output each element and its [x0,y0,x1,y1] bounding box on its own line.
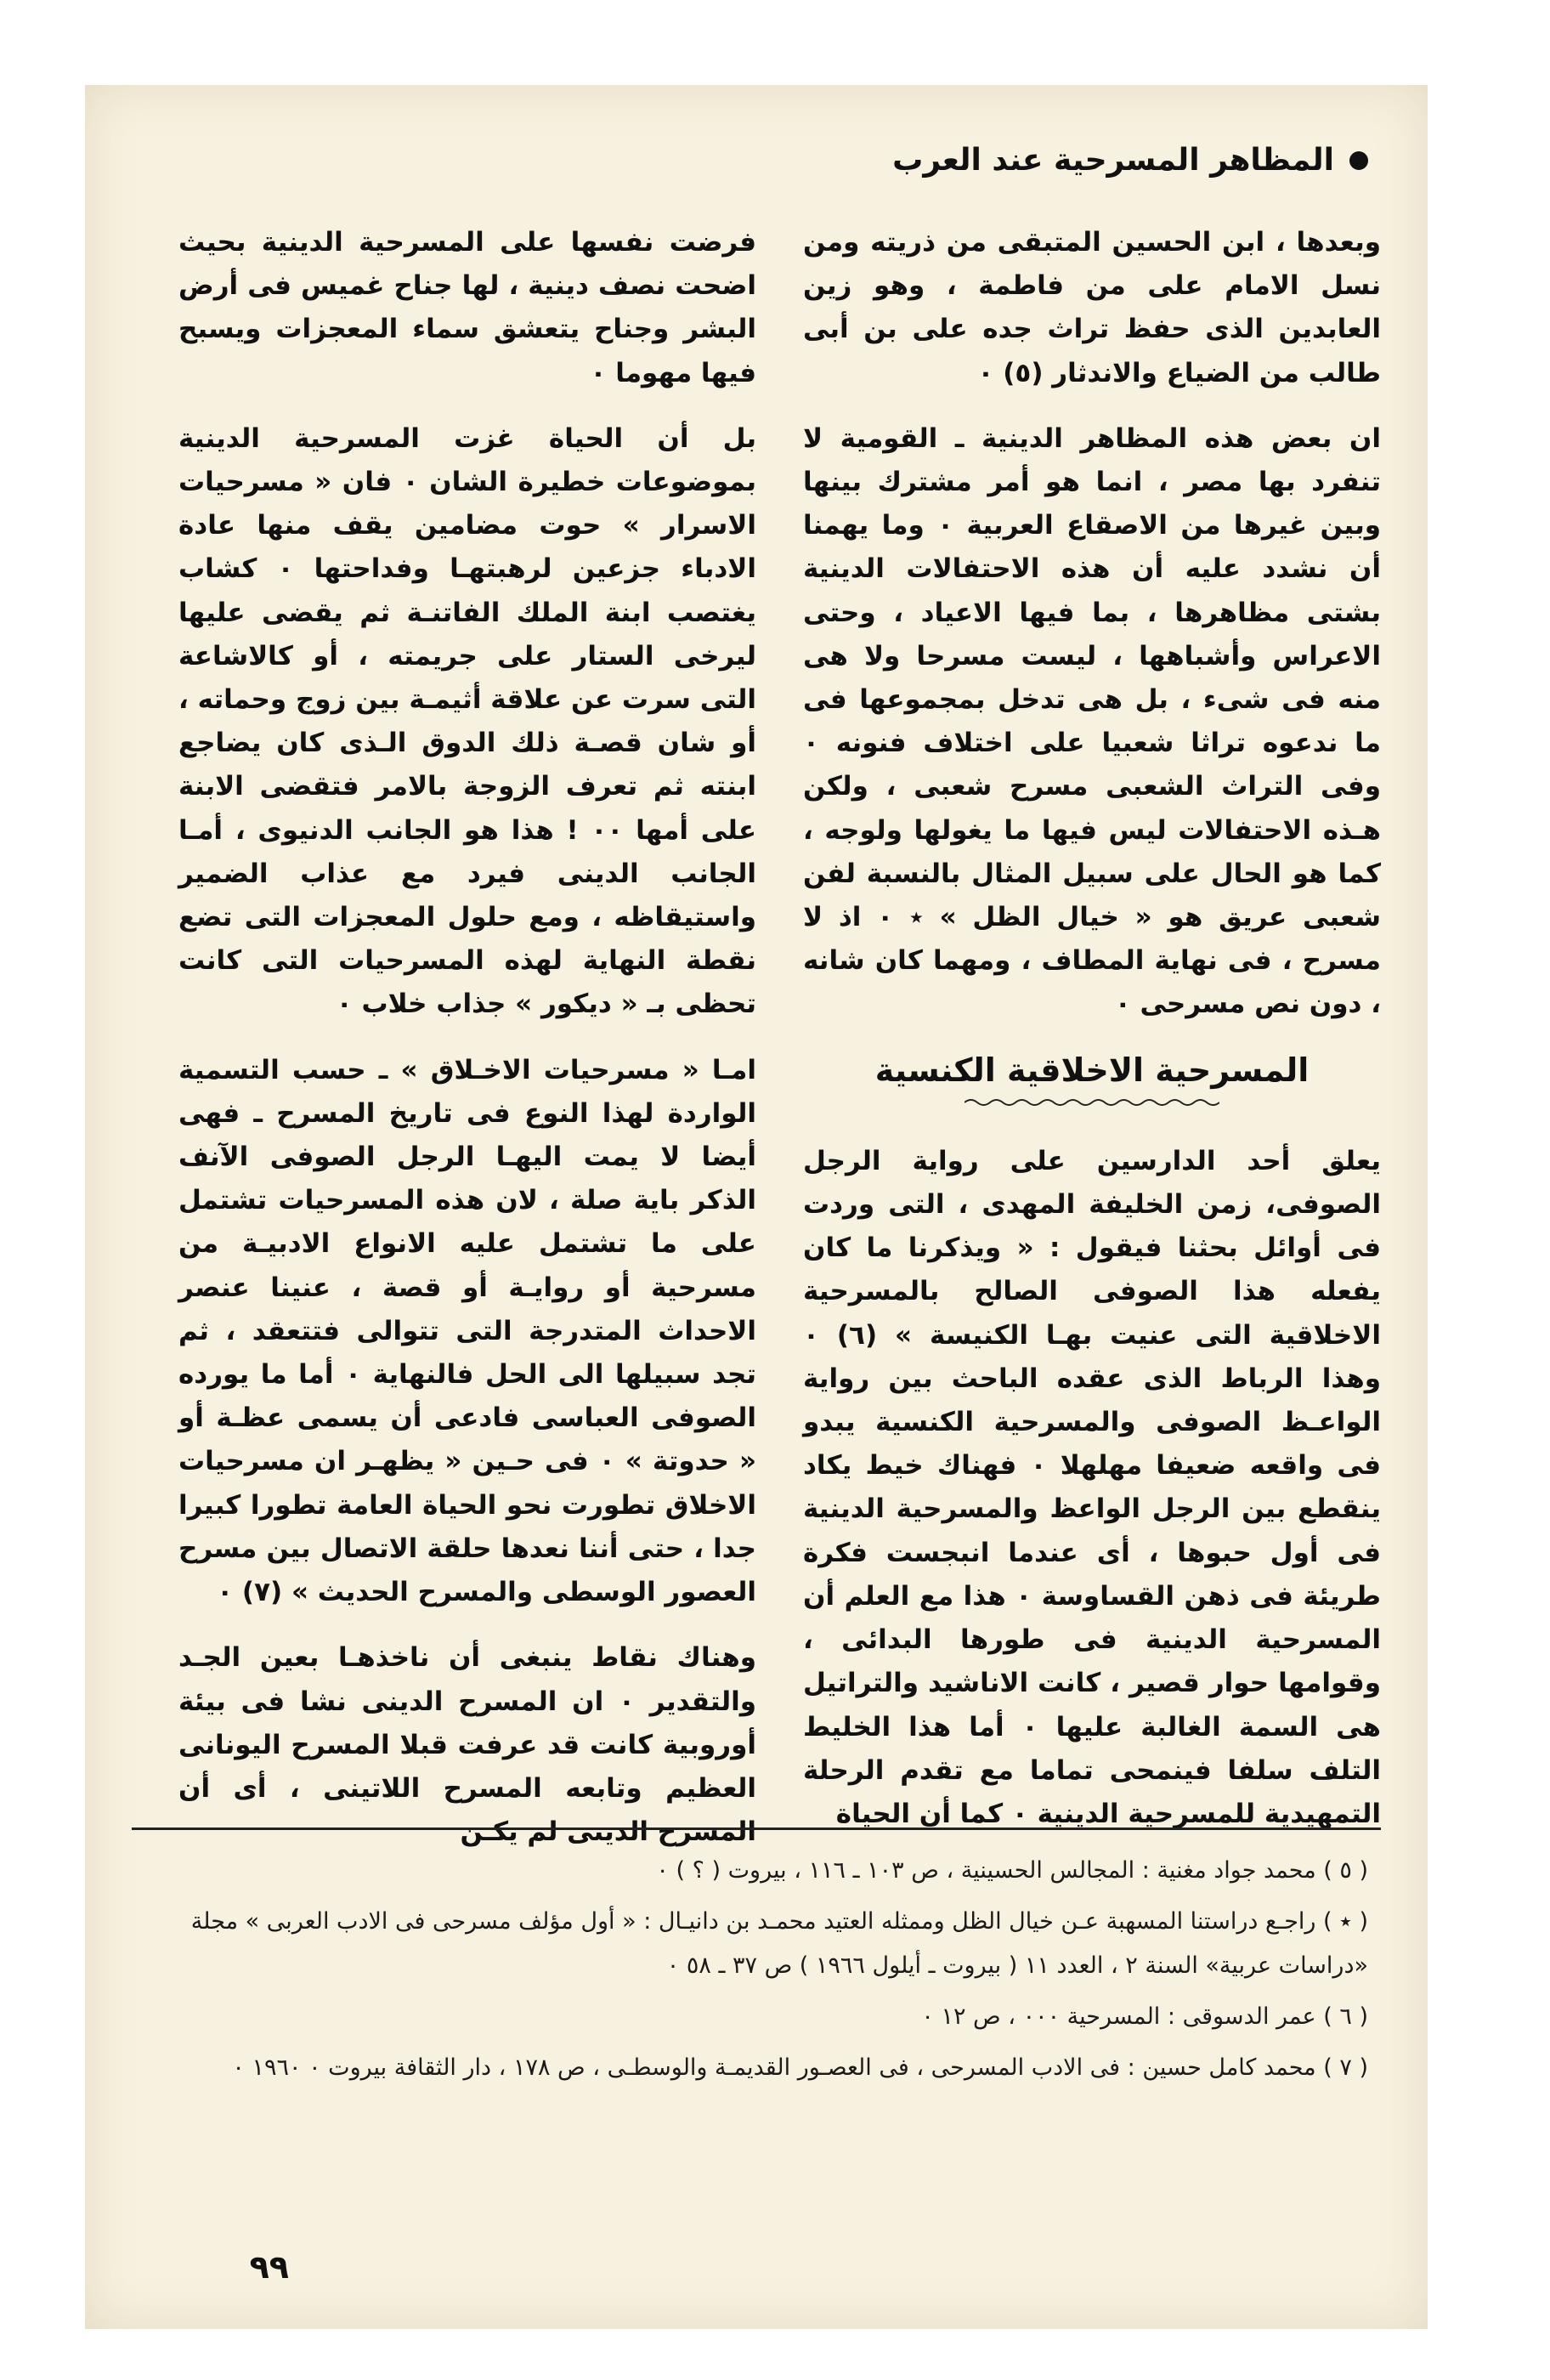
paragraph: ان بعض هذه المظاهر الدينية ـ القومية لا تنفرد بها مصر ، انما هو أمر مشترك بينها وبين غيرها من الاصقاع العربية ٠ وما يهمنا أن نشدد عليه أن هذه الاحتفالات الدينية بشتى مظاهرها ، بما فيها الاعياد ، وحتى الاعراس وأشباهها ، ليست مسرحا ولا هى منه فى شىء ، بل هى تدخل بمجموعها فى ما ندعوه تراثا شعبيا على اختلاف فنونه ٠ وفى التراث الشعبى مسرح شعبى ، ولكن هـذه الاحتفالات ليس فيها ما يغولها ولوجه ، كما هو الحال على سبيل المثال بالنسبة لفن شعبى عريق هو « خيال الظل » ٭ ٠ اذ لا مسرح ، فى نهاية المطاف ، ومهما كان شانه ، دون نص مسرحى ٠ [803,422,1382,1020]
left-column [178,221,756,1876]
paragraph: فرضت نفسها على المسرحية الدينية بحيث اضحت نصف دينية ، لها جناح غميس فى أرض البشر وجناح يتعشق سماء المعجزات ويسبح فيها مهوما ٠ [178,227,756,388]
paragraph: امـا « مسرحيات الاخـلاق » ـ حسب التسمية الواردة لهذا النوع فى تاريخ المسرح ـ فهى أيضا لا يمت اليهـا الرجل الصوفى الآنف الذكر باية صلة ، لان هذه المسرحيات تشتمل على ما تشتمل عليه الانواع الادبيـة من مسرحية أو روايـة أو قصة ، عنينا عنصر الاحداث المتدرجة التى تتوالى فتتعقد ، ثم تجد سبيلها الى الحل فالنهاية ٠ أما ما يورده الصوفى العباسى فادعى أن يسمى عظـة أو « حدوتة » ٠ فى حـين « يظهـر ان مسرحيات الاخلاق تطورت نحو الحياة العامة تطورا كبيرا جدا ، حتى أننا نعدها حلقة الاتصال بين مسرح العصور الوسطى والمسرح الحديث » (٧) ٠ [178,1054,756,1608]
bullet-icon [1349,151,1368,170]
footnote: ( ٥ ) محمد جواد مغنية : المجالس الحسينية ، ص ١٠٣ ـ ١١٦ ، بيروت ( ؟ ) ٠ [656,1857,1368,1884]
right-column [803,221,1381,1858]
section-heading [803,1049,1381,1114]
running-head-title: المظاهر المسرحية عند العرب [892,143,1334,178]
running-head [892,143,1368,178]
paragraph: وهناك نقاط ينبغى أن ناخذهـا بعين الجـد والتقدير ٠ ان المسرح الدينى نشا فى بيئة أوروبية كانت قد عرفت قبلا المسرح اليونانى العظيم وتابعه المسرح اللاتينى ، أى أن المسرح الدينى لم يكـن [178,1642,756,1848]
footnote: ( ٧ ) محمد كامل حسين : فى الادب المسرحى ، فى العصـور القديمـة والوسطـى ، ص ١٧٨ ، دار الثقافة بيروت ٠ ١٩٦٠ ٠ [232,2054,1368,2081]
book-page [85,85,1428,2329]
footnote: ( ٭ ) راجـع دراستنا المسهبة عـن خيال الظل وممثله العتيد محمـد بن دانيـال : « أول مؤلف مسرحى فى الادب العربى » مجلة «دراسات عربية» السنة ٢ ، العدد ١١ ( بيروت ـ أيلول ١٩٦٦ ) ص ٣٧ ـ ٥٨ ٠ [190,1908,1368,1979]
wavy-underline-icon [965,1097,1219,1108]
footnote-divider [132,1828,1381,1830]
paragraph: يعلق أحد الدارسين على رواية الرجل الصوفى، زمن الخليفة المهدى ، التى وردت فى أوائل بحثنا فيقول : « ويذكرنا ما كان يفعله هذا الصوفى الصالح بالمسرحية الاخلاقية التى عنيت بهـا الكنيسة » (٦) ٠ وهذا الرباط الذى عقده الباحث بين رواية الواعـظ الصوفى والمسرحية الكنسية يبدو فى واقعه ضعيفا مهلهلا ٠ فهناك خيط يكاد ينقطع بين الرجل الواعظ والمسرحية الدينية فى أول حبوها ، أى عندما انبجست فكرة طريئة فى ذهن القساوسة ٠ هذا مع العلم أن المسرحية الدينية فى طورها البدائى ، وقوامها حوار قصير ، كانت الاناشيد والتراتيل هى السمة الغالبة عليها ٠ أما هذا الخليط التلف سلفا فينمحى تماما مع تقدم الرحلة التمهيدية للمسرحية الدينية ٠ كما أن الحياة [803,1145,1381,1829]
paragraph: بل أن الحياة غزت المسرحية الدينية بموضوعات خطيرة الشان ٠ فان « مسرحيات الاسرار » حوت مضامين يقف منها عادة الادباء جزعين لرهبتهـا وفداحتها ٠ كشاب يغتصب ابنة الملك الفاتنـة ثم يقضى عليها ليرخى الستار على جريمته ، أو كالاشاعة التى سرت عن علاقة أثيمـة بين زوج وحماته ، أو شان قصـة ذلك الدوق الـذى كان يضاجع ابنته ثم تعرف الزوجة بالامر فتقضى الابنة على أمها ٠٠ ! هذا هو الجانب الدنيوى ، أمـا الجانب الدينى فيرد مع عذاب الضمير واستيقاظه ، ومع حلول المعجزات التى تضع نقطة النهاية لهذه المسرحيات التى كانت تحظى بـ « ديكور » جذاب خلاب ٠ [178,422,757,1020]
footnote: ( ٦ ) عمر الدسوقى : المسرحية ٠٠٠ ، ص ١٢ ٠ [921,2003,1368,2030]
page-number: ٩٩ [249,2248,289,2286]
section-heading-text: المسرحية الاخلاقية الكنسية [874,1051,1310,1089]
paragraph: وبعدها ، ابن الحسين المتبقى من ذريته ومن نسل الامام على من فاطمة ، وهو زين العابدين الذى حفظ تراث جده على بن أبى طالب من الضياع والاندثار (٥) ٠ [803,227,1381,388]
footnotes [136,1849,1368,2097]
